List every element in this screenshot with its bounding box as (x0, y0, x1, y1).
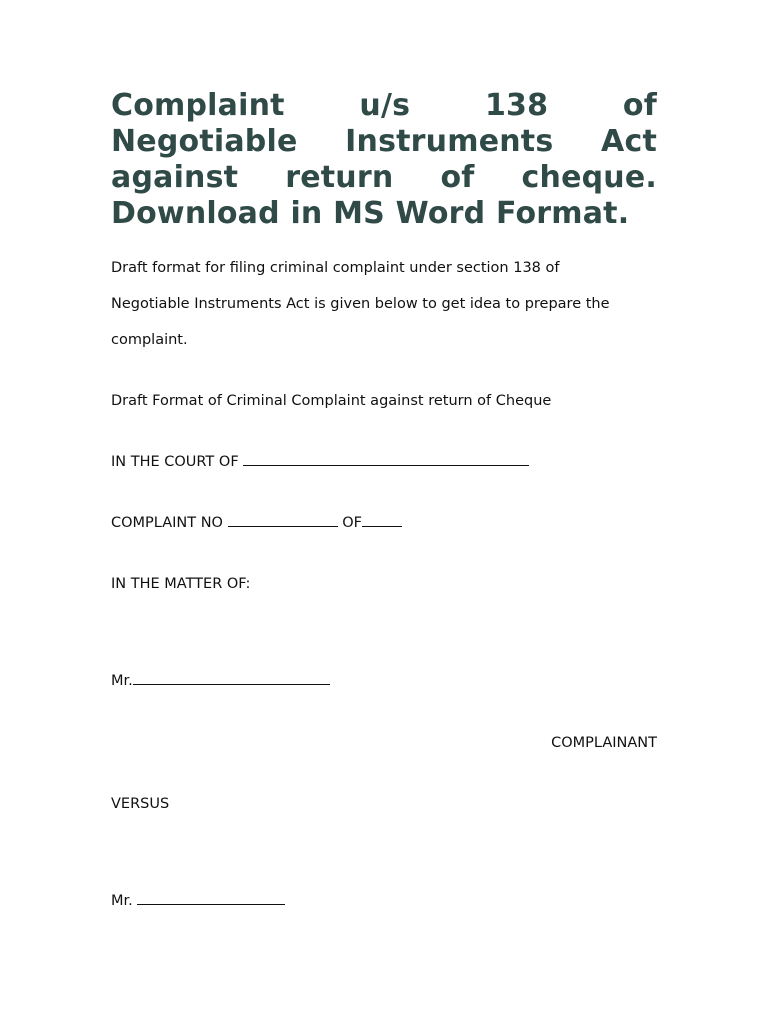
intro-line: Negotiable Instruments Act is given below to get idea to prepare the (111, 296, 610, 312)
versus-label: VERSUS (111, 796, 170, 812)
document-page (111, 88, 657, 232)
court-name-blank (243, 452, 529, 466)
matter-heading: IN THE MATTER OF: (111, 576, 251, 592)
title-line: Download in MS Word Format. (111, 196, 630, 231)
court-label: IN THE COURT OF (111, 454, 244, 470)
title-line: against return of cheque. (111, 160, 657, 195)
accused-name-line (111, 891, 285, 911)
accused-prefix: Mr. (111, 893, 138, 909)
complaint-of-label: OF (337, 515, 362, 531)
complaint-number-blank (228, 513, 338, 527)
complainant-label: COMPLAINANT (551, 735, 657, 751)
document-title (111, 88, 657, 232)
draft-subheading: Draft Format of Criminal Complaint against return of Cheque (111, 393, 552, 409)
complainant-name-line (111, 671, 330, 691)
complainant-name-blank (133, 671, 330, 685)
court-line (111, 452, 529, 472)
intro-line: complaint. (111, 332, 188, 348)
title-line: Complaint u/s 138 of (111, 88, 657, 123)
title-line: Negotiable Instruments Act (111, 124, 657, 159)
accused-name-blank (137, 891, 285, 905)
complaint-number-line (111, 513, 402, 533)
complaint-year-blank (362, 513, 402, 527)
complaint-no-label: COMPLAINT NO (111, 515, 228, 531)
complainant-prefix: Mr. (111, 673, 133, 689)
intro-line: Draft format for filing criminal complaint under section 138 of (111, 260, 560, 276)
